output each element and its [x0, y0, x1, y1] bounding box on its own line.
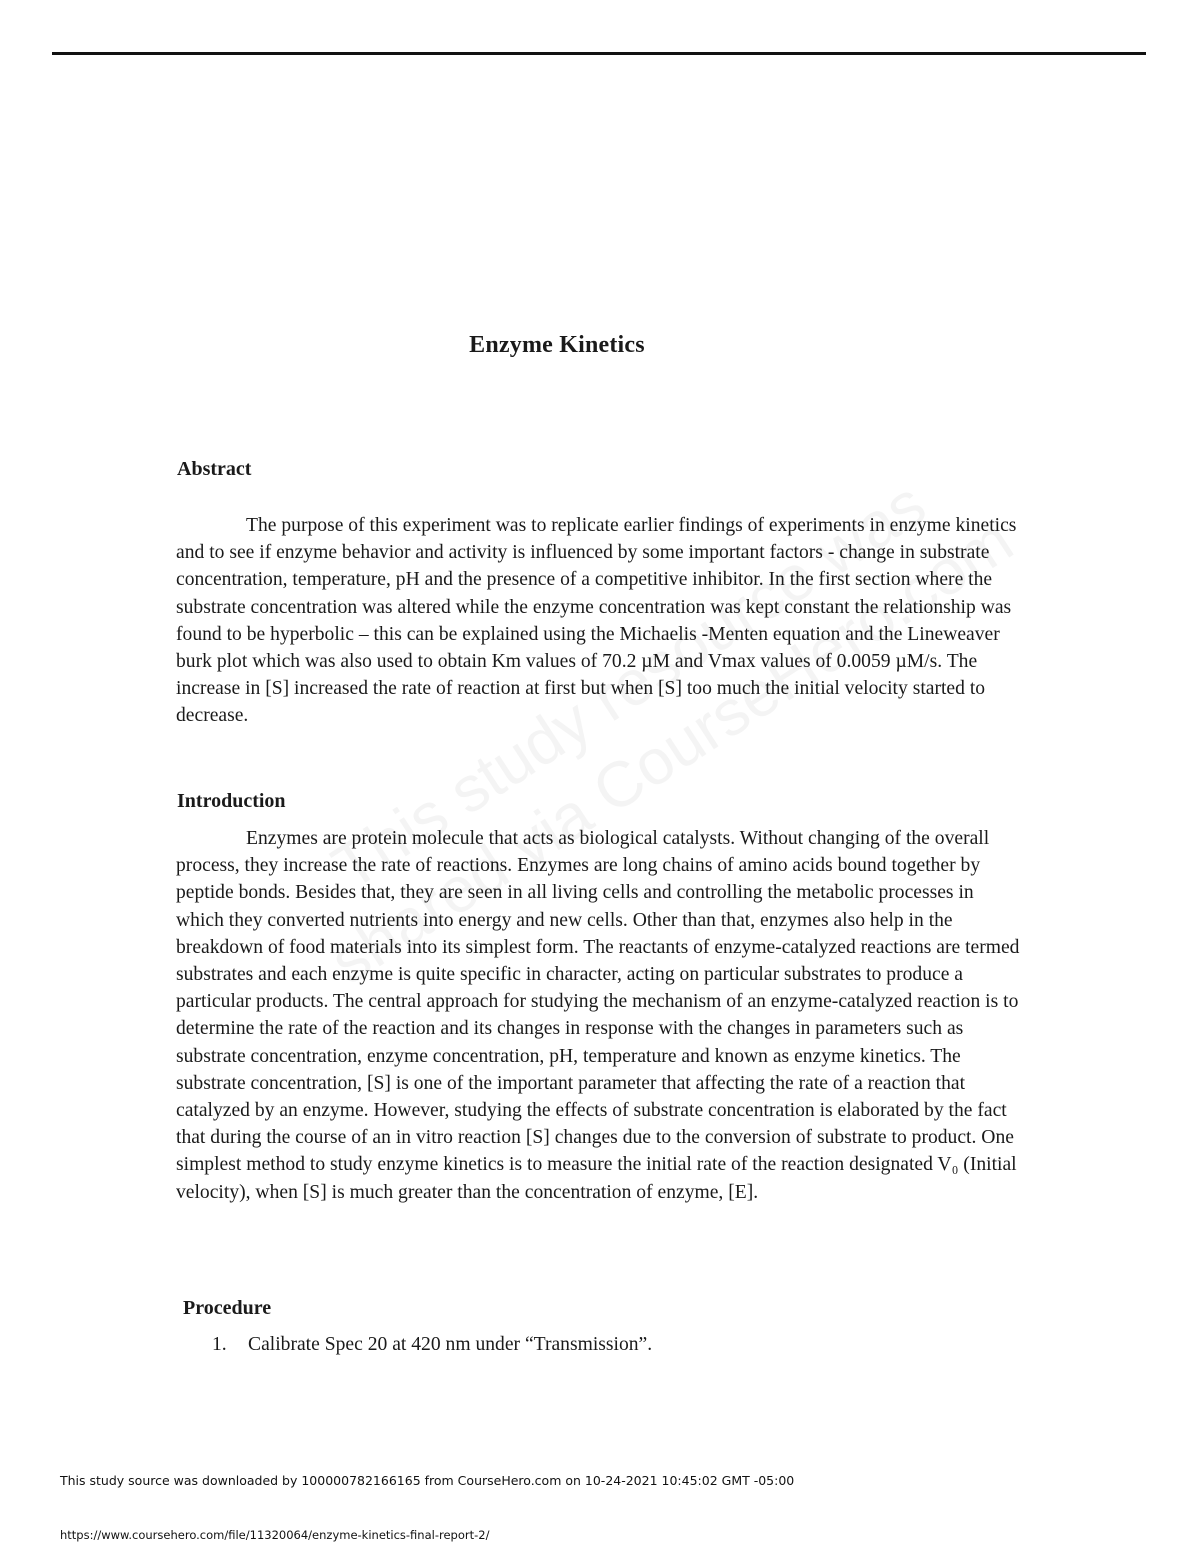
- source-url[interactable]: https://www.coursehero.com/file/11320064/enzyme-kinetics-final-report-2/: [60, 1528, 490, 1542]
- introduction-heading: Introduction: [177, 790, 286, 812]
- header-rule: [52, 52, 1146, 55]
- introduction-paragraph: Enzymes are protein molecule that acts as biological catalysts. Without changing of the overall process, they increase the rate of reactions. Enzymes are long chains of amino acids bound together by peptide bonds. Besides that, they are seen in all living cells and controlling the metabolic processes in which they converted nutrients into energy and new cells. Other than that, enzymes also help in the breakdown of food materials into its simplest form. The reactants of enzyme-catalyzed reactions are termed substrates and each enzyme is quite specific in character, acting on particular substrates to produce a particular products. The central approach for studying the mechanism of an enzyme-catalyzed reaction is to determine the rate of the reaction and its changes in response with the changes in parameters such as substrate concentration, enzyme concentration, pH, temperature and known as enzyme kinetics. The substrate concentration, [S] is one of the important parameter that affecting the rate of a reaction that catalyzed by an enzyme. However, studying the effects of substrate concentration is elaborated by the fact that during the course of an in vitro reaction [S] changes due to the conversion of substrate to product. One simplest method to study enzyme kinetics is to measure the initial rate of the reaction designated V₀ (Initial velocity), when [S] is much greater than the concentration of enzyme, [E].: [176, 828, 1020, 1203]
- procedure-heading: Procedure: [183, 1297, 272, 1319]
- download-source-note: This study source was downloaded by 100000782166165 from CourseHero.com on 10-24-2021 10:45:02 GMT -05:00: [60, 1473, 795, 1488]
- document-title: Enzyme Kinetics: [469, 332, 645, 358]
- procedure-step-text: Calibrate Spec 20 at 420 nm under “Transmission”.: [248, 1334, 653, 1355]
- abstract-heading: Abstract: [177, 458, 252, 480]
- procedure-list: [212, 1334, 652, 1356]
- abstract-paragraph: The purpose of this experiment was to replicate earlier findings of experiments in enzyme kinetics and to see if enzyme behavior and activity is influenced by some important factors - change in substrate concentration, temperature, pH and the presence of a competitive inhibitor. In the first section where the substrate concentration was altered while the enzyme concentration was kept constant the relationship was found to be hyperbolic – this can be explained using the Michaelis -Menten equation and the Lineweaver burk plot which was also used to obtain Km values of 70.2 µM and Vmax values of 0.0059 µM/s. The increase in [S] increased the rate of reaction at first but when [S] too much the initial velocity started to decrease.: [176, 515, 1017, 727]
- procedure-step-number: 1.: [212, 1334, 227, 1355]
- procedure-step: [212, 1334, 652, 1356]
